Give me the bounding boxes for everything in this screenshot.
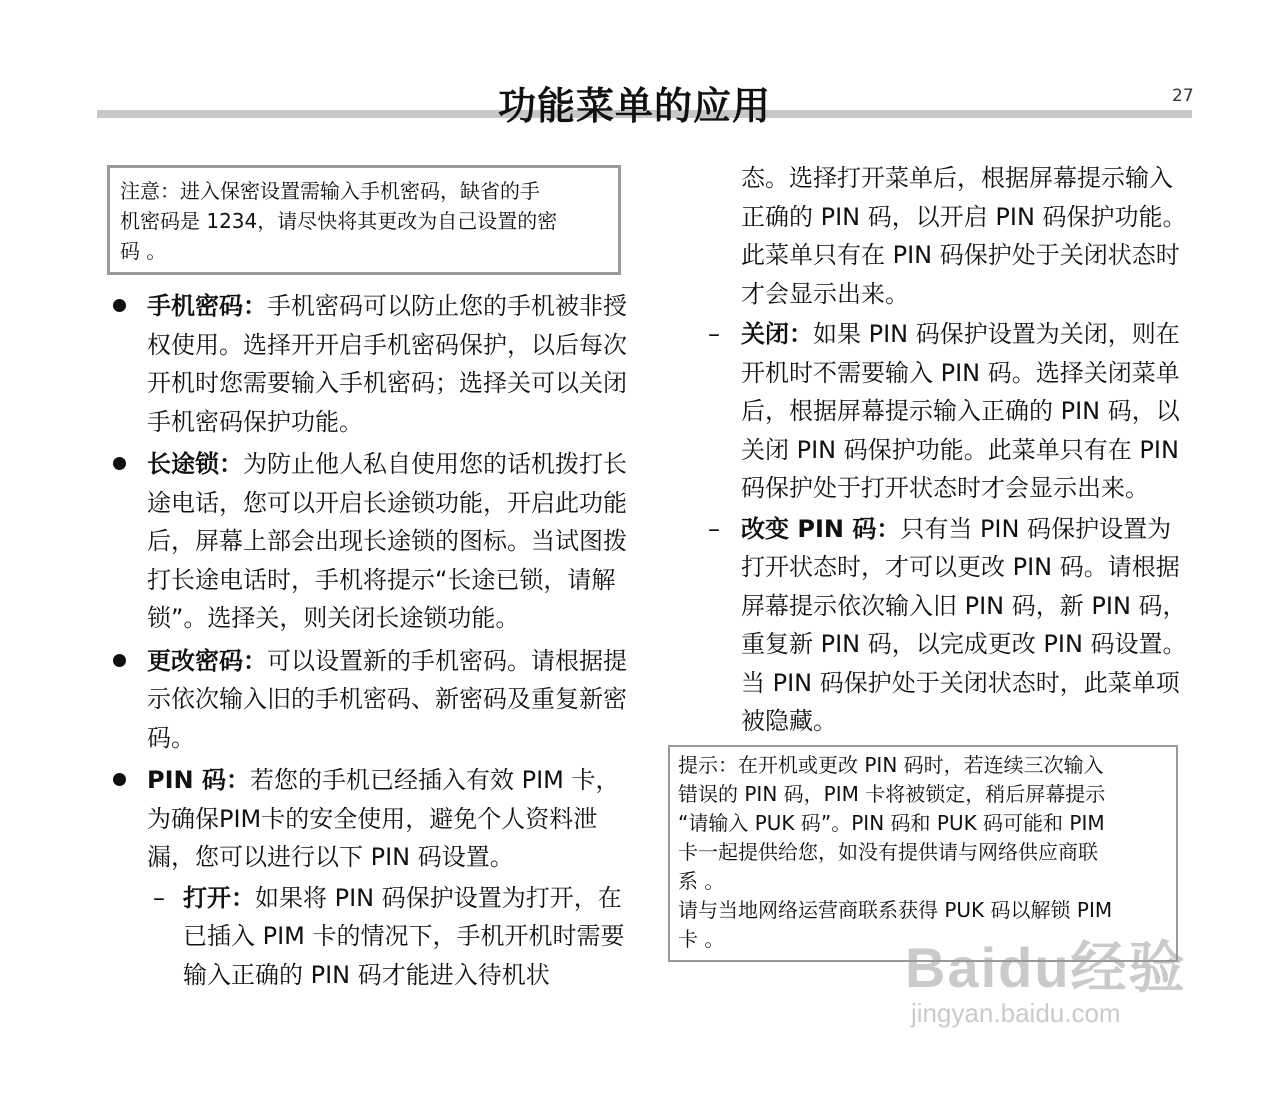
bullet-term: PIN 码： <box>147 766 250 794</box>
bullet-icon <box>113 654 126 667</box>
watermark-url: jingyan.baidu.com <box>911 998 1121 1028</box>
bullet-body: 为防止他人私自使用您的话机拨打长途电话，您可以开启长途锁功能，开启此功能后，屏幕上部会出现长途锁的图标。当试图拨打长途电话时，手机将提示“长途已锁，请解锁”。选择关，则关闭长途锁功能。 <box>147 450 627 632</box>
tip-line: 提示：在开机或更改 PIN 码时，若连续三次输入 <box>678 752 1104 777</box>
sub-item-body: 如果将 PIN 码保护设置为打开，在已插入 PIM 卡的情况下，手机开机时需要输入正确的 PIN 码才能进入待机状 <box>183 883 625 989</box>
bullet-text <box>147 761 627 877</box>
tip-line: 卡 。 <box>678 926 725 951</box>
sub-item-text <box>183 879 627 995</box>
bullet-body: 可以设置新的手机密码。请根据提示依次输入旧的手机密码、新密码及重复新密码。 <box>147 646 627 752</box>
note-line: 码 。 <box>120 239 167 263</box>
bullet-text <box>147 445 627 638</box>
sub-item-term: 关闭： <box>741 320 813 348</box>
sub-item-open <box>107 879 627 995</box>
sub-item-body: 只有当 PIN 码保护设置为打开状态时，才可以更改 PIN 码。请根据屏幕提示依次输入旧 PIN 码，新 PIN 码，重复新 PIN 码，以完成更改 PIN 码设置。当 PIN 码保护处于关闭状态时，此菜单项被隐藏。 <box>741 514 1187 735</box>
sub-item-change-pin <box>668 510 1188 741</box>
bullet-icon <box>113 457 126 470</box>
tip-line: “请输入 PUK 码”。PIN 码和 PUK 码可能和 PIM <box>678 810 1105 835</box>
tip-line: 系 。 <box>678 868 725 893</box>
sub-item-term: 打开： <box>183 883 255 912</box>
page-title: 功能菜单的应用 <box>498 84 772 128</box>
left-column <box>107 165 627 994</box>
note-line: 机密码是 1234，请尽快将其更改为自己设置的密 <box>120 209 558 233</box>
sub-item-text <box>741 510 1188 741</box>
bullet-term: 长途锁： <box>147 450 243 478</box>
tip-line: 卡一起提供给您，如没有提供请与网络供应商联 <box>678 839 1098 864</box>
bullet-item-phone-password <box>107 287 627 441</box>
sub-item-body: 如果 PIN 码保护设置为关闭，则在开机时不需要输入 PIN 码。选择关闭菜单后，根据屏幕提示输入正确的 PIN 码，以关闭 PIN 码保护功能。此菜单只有在 PIN 码保护处于打开状态时才会显示出来。 <box>741 320 1180 502</box>
bullet-text <box>147 287 627 441</box>
tip-line: 错误的 PIN 码，PIM 卡将被锁定，稍后屏幕提示 <box>678 781 1106 806</box>
dash-marker: – <box>708 514 720 543</box>
continued-text: 态。选择打开菜单后，根据屏幕提示输入正确的 PIN 码，以开启 PIN 码保护功能。此菜单只有在 PIN 码保护处于关闭状态时才会显示出来。 <box>741 164 1187 308</box>
bullet-item-long-distance-lock <box>107 445 627 638</box>
dash-marker: – <box>153 883 165 912</box>
sub-item-text <box>741 315 1188 508</box>
tip-box <box>668 745 1178 962</box>
tip-line: 请与当地网络运营商联系获得 PUK 码以解锁 PIM <box>678 897 1113 922</box>
bullet-term: 手机密码： <box>147 292 267 320</box>
note-box <box>107 165 621 275</box>
bullet-item-pin-code <box>107 761 627 877</box>
bullet-icon <box>113 773 126 786</box>
right-column <box>668 165 1188 962</box>
bullet-icon <box>113 299 126 312</box>
bullet-body: 手机密码可以防止您的手机被非授权使用。选择开开启手机密码保护，以后每次开机时您需要输入手机密码；选择关可以关闭手机密码保护功能。 <box>147 292 627 436</box>
bullet-body: 若您的手机已经插入有效 PIM 卡，为确保PIM卡的安全使用，避免个人资料泄漏，您可以进行以下 PIN 码设置。 <box>147 766 620 871</box>
sub-item-close <box>668 315 1188 508</box>
note-line: 注意：进入保密设置需输入手机密码，缺省的手 <box>120 179 540 203</box>
sub-item-term: 改变 PIN 码： <box>741 514 901 543</box>
bullet-term: 更改密码： <box>147 646 267 675</box>
bullet-text <box>147 642 627 758</box>
dash-marker: – <box>708 320 720 348</box>
watermark-logo: Baidu经验 <box>905 936 1187 999</box>
bullet-item-change-password <box>107 642 627 758</box>
page-number: 27 <box>1172 86 1194 106</box>
